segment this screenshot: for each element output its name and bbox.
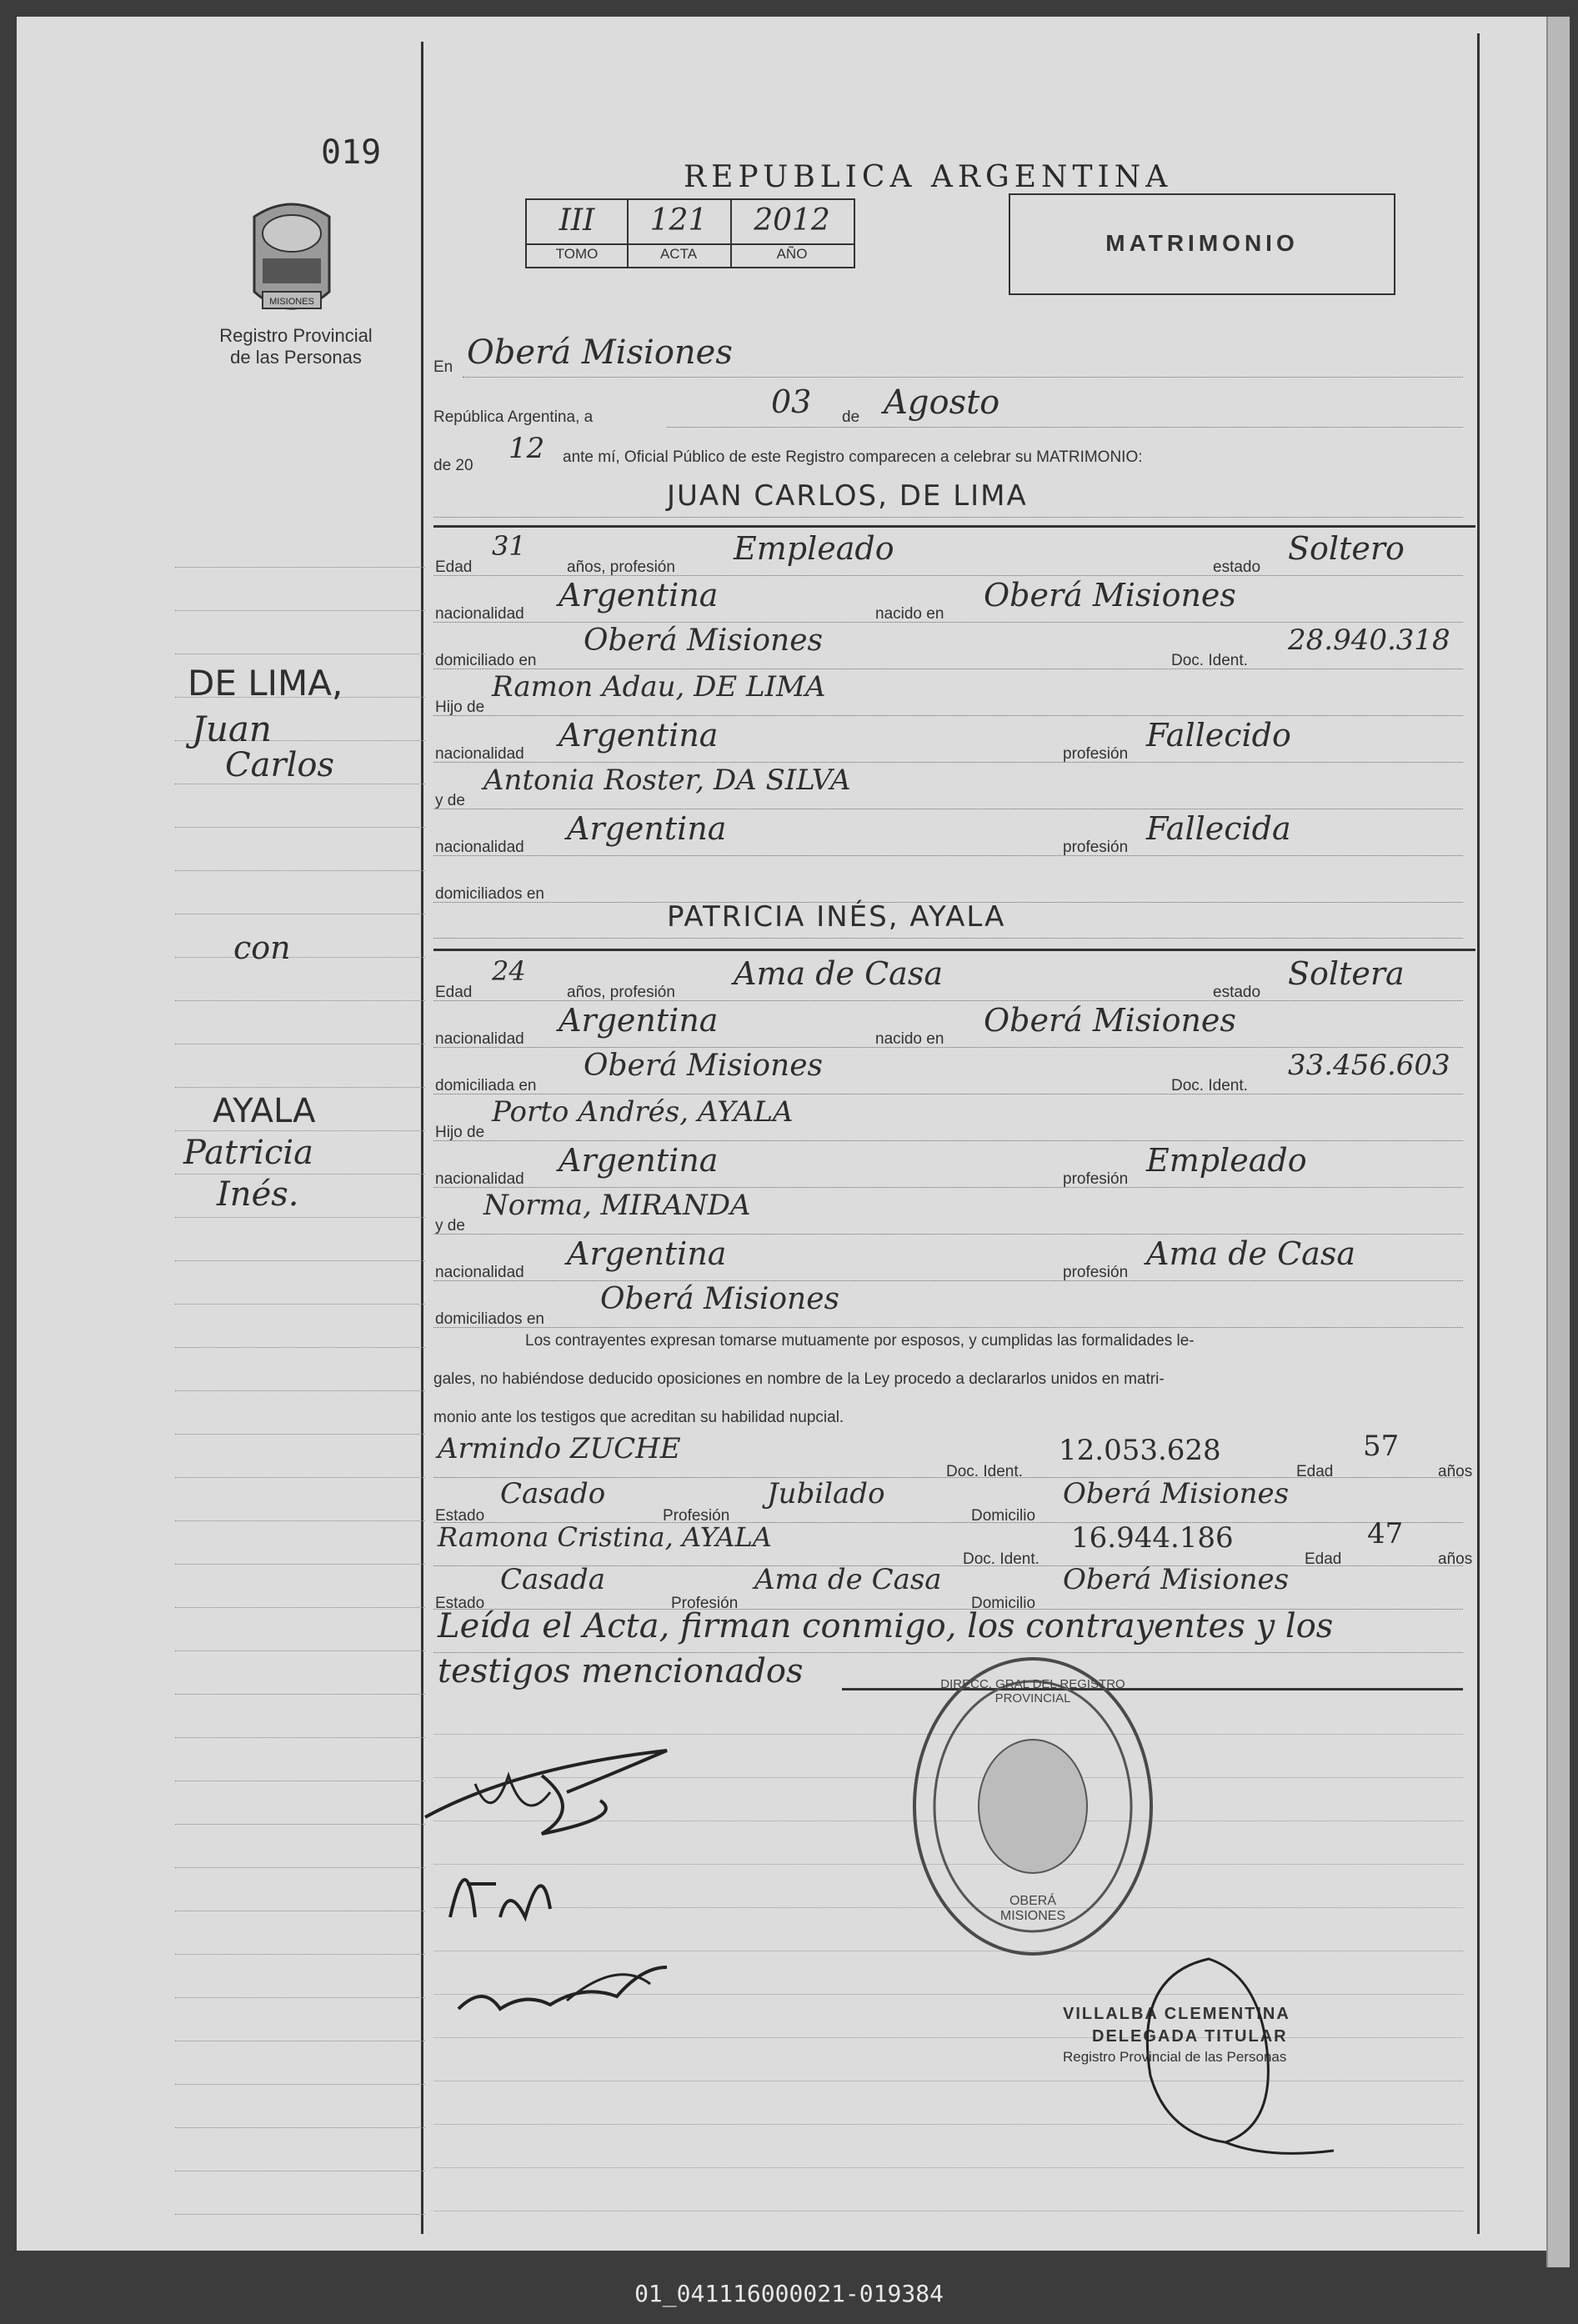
declaration-line3: monio ante los testigos que acreditan su habilidad nupcial. xyxy=(433,1409,844,1426)
act-type-box xyxy=(1009,193,1395,295)
groom-nacido-label: nacido en xyxy=(875,605,944,623)
bride-yde-label: y de xyxy=(435,1217,465,1235)
seal-text: MISIONES xyxy=(269,297,314,307)
acta-label: ACTA xyxy=(659,246,698,262)
witness2-doc: 16.944.186 xyxy=(1071,1521,1234,1555)
bride-father-prof-label: profesión xyxy=(1063,1170,1129,1188)
witness2-age: 47 xyxy=(1367,1517,1404,1550)
groom-domiciliados-label: domiciliados en xyxy=(435,885,544,903)
groom-status: Soltero xyxy=(1288,530,1405,567)
bride-mother-nationality: Argentina xyxy=(567,1235,727,1272)
bride-nacido-label: nacido en xyxy=(875,1030,944,1048)
volume-box xyxy=(525,198,855,268)
intro-month: Agosto xyxy=(884,383,1000,422)
groom-mother-nationality: Argentina xyxy=(567,810,727,847)
groom-mother: Antonia Roster, DA SILVA xyxy=(483,764,851,797)
bride-estado-label: estado xyxy=(1213,984,1261,1001)
margin-bride-surname: AYALA xyxy=(213,1092,316,1130)
bride-father-profession: Empleado xyxy=(1146,1142,1307,1179)
bride-birthplace: Oberá Misiones xyxy=(984,1002,1236,1039)
de20-label: de 20 xyxy=(433,457,473,474)
registry-emblem-icon xyxy=(238,192,346,333)
groom-nac-label: nacionalidad xyxy=(435,605,524,623)
witness2-doc-label: Doc. Ident. xyxy=(963,1550,1039,1568)
witness1-age: 57 xyxy=(1363,1430,1400,1463)
groom-father: Ramon Adau, DE LIMA xyxy=(492,670,826,704)
tomo-value: III xyxy=(559,203,595,238)
bride-domicile: Oberá Misiones xyxy=(584,1049,823,1083)
anio-label: AÑO xyxy=(776,246,808,262)
bride-mother-profession: Ama de Casa xyxy=(1146,1235,1355,1272)
groom-doc-label: Doc. Ident. xyxy=(1171,652,1248,669)
bride-name: PATRICIA INÉS, AYALA xyxy=(667,900,1006,934)
witness1-estado-label: Estado xyxy=(435,1507,485,1525)
official-signature xyxy=(1117,1942,1342,2167)
bride-status: Soltera xyxy=(1288,955,1405,992)
acta-value: 121 xyxy=(649,203,708,238)
official-stamp-line3: Registro Provincial de las Personas xyxy=(1063,2049,1287,2065)
witness2-dom-label: Domicilio xyxy=(971,1595,1036,1612)
groom-father-prof-label: profesión xyxy=(1063,745,1129,763)
witness1-prof-label: Profesión xyxy=(663,1507,730,1525)
bride-mother-nac-label: nacionalidad xyxy=(435,1264,524,1281)
ante-text: ante mí, Oficial Público de este Registro comparecen a celebrar su MATRIMONIO: xyxy=(563,448,1143,466)
intro-place: Oberá Misiones xyxy=(467,333,733,372)
witness1-doc-label: Doc. Ident. xyxy=(946,1463,1023,1480)
margin-con: con xyxy=(233,929,291,966)
witness1-status: Casado xyxy=(500,1477,606,1510)
bride-father: Porto Andrés, AYALA xyxy=(492,1095,794,1129)
bride-father-nac-label: nacionalidad xyxy=(435,1170,524,1188)
witness1-edad-label: Edad xyxy=(1296,1463,1334,1480)
witness2-name: Ramona Cristina, AYALA xyxy=(438,1521,772,1553)
republic-label: República Argentina, a xyxy=(433,408,594,426)
closing-line1: Leída el Acta, firman conmigo, los contrayentes y los xyxy=(438,1607,1334,1645)
groom-birthplace: Oberá Misiones xyxy=(984,577,1236,614)
bride-anios-label: años, profesión xyxy=(567,984,675,1001)
official-stamp-line1: VILLALBA CLEMENTINA xyxy=(1063,2005,1290,2023)
act-type: MATRIMONIO xyxy=(1105,230,1299,256)
intro-day: 03 xyxy=(771,383,812,420)
declaration-line1: Los contrayentes expresan tomarse mutuamente por esposos, y cumplidas las formalidades le- xyxy=(525,1332,1195,1350)
witness2-prof-label: Profesión xyxy=(671,1595,739,1612)
book-edge xyxy=(1546,17,1570,2267)
groom-age: 31 xyxy=(492,530,526,562)
en-label: En xyxy=(433,358,453,376)
margin-bride-given1: Patricia xyxy=(183,1134,313,1172)
witness2-anios-label: años xyxy=(1438,1550,1473,1568)
groom-anios-label: años, profesión xyxy=(567,558,675,576)
tomo-label: TOMO xyxy=(555,246,599,262)
declaration-line2: gales, no habiéndose deducido oposiciones en nombre de la Ley procedo a declararlos unidos en matri- xyxy=(433,1370,1165,1388)
witness1-anios-label: años xyxy=(1438,1463,1473,1480)
bride-nationality: Argentina xyxy=(559,1002,719,1039)
round-registry-stamp xyxy=(913,1657,1153,1956)
sheet-number: 019 xyxy=(321,133,382,172)
margin-groom-given2: Carlos xyxy=(225,746,334,784)
margin-groom-given1: Juan xyxy=(192,709,272,749)
witness2-status: Casada xyxy=(500,1563,606,1596)
bride-profession: Ama de Casa xyxy=(734,955,943,992)
anio-value: 2012 xyxy=(754,203,830,238)
document-page xyxy=(17,17,1559,2251)
witness2-estado-label: Estado xyxy=(435,1595,485,1612)
signatures xyxy=(417,1717,792,2067)
margin-bride-given2: Inés. xyxy=(217,1175,299,1214)
groom-edad-label: Edad xyxy=(435,558,473,576)
groom-father-nationality: Argentina xyxy=(559,717,719,754)
registry-name: Registro Provincial de las Personas xyxy=(219,325,373,368)
bride-parents-domicile: Oberá Misiones xyxy=(600,1282,839,1316)
groom-mother-nac-label: nacionalidad xyxy=(435,839,524,856)
bride-domiciliados-label: domiciliados en xyxy=(435,1310,544,1328)
groom-domicile: Oberá Misiones xyxy=(584,624,823,658)
bride-mother: Norma, MIRANDA xyxy=(483,1189,751,1222)
witness1-domicile: Oberá Misiones xyxy=(1063,1477,1290,1510)
closing-line2: testigos mencionados xyxy=(438,1652,804,1690)
groom-estado-label: estado xyxy=(1213,558,1261,576)
bride-doc: 33.456.603 xyxy=(1288,1049,1450,1082)
groom-doc: 28.940.318 xyxy=(1288,624,1450,657)
round-stamp-text: DIRECC. GRAL DEL REGISTRO PROVINCIAL xyxy=(940,1677,1125,1705)
groom-mother-profession: Fallecida xyxy=(1146,810,1291,847)
witness1-doc: 12.053.628 xyxy=(1059,1434,1221,1467)
official-stamp-line2: DELEGADA TITULAR xyxy=(1092,2027,1288,2046)
footer-caption: 01_041116000021-019384 xyxy=(634,2280,944,2307)
witness1-profession: Jubilado xyxy=(767,1477,885,1510)
round-stamp-center: OBERÁ MISIONES xyxy=(999,1894,1066,1923)
bride-age: 24 xyxy=(492,955,526,987)
bride-edad-label: Edad xyxy=(435,984,473,1001)
groom-hijo-label: Hijo de xyxy=(435,699,485,716)
groom-name: JUAN CARLOS, DE LIMA xyxy=(667,479,1028,513)
witness1-dom-label: Domicilio xyxy=(971,1507,1036,1525)
right-border xyxy=(1477,33,1480,2234)
groom-profession: Empleado xyxy=(734,530,894,567)
bride-father-nationality: Argentina xyxy=(559,1142,719,1179)
groom-yde-label: y de xyxy=(435,792,465,809)
witness2-profession: Ama de Casa xyxy=(754,1563,942,1596)
bride-mother-prof-label: profesión xyxy=(1063,1264,1129,1281)
witness2-domicile: Oberá Misiones xyxy=(1063,1563,1290,1596)
intro-year-suffix: 12 xyxy=(508,432,545,465)
margin-groom-surname: DE LIMA, xyxy=(188,663,343,704)
groom-father-nac-label: nacionalidad xyxy=(435,745,524,763)
witness2-edad-label: Edad xyxy=(1305,1550,1342,1568)
bride-nac-label: nacionalidad xyxy=(435,1030,524,1048)
country-title: REPUBLICA ARGENTINA xyxy=(684,160,1173,194)
bride-doc-label: Doc. Ident. xyxy=(1171,1077,1248,1094)
de-label: de xyxy=(842,408,860,426)
witness1-name: Armindo ZUCHE xyxy=(438,1432,681,1465)
groom-father-profession: Fallecido xyxy=(1146,717,1291,754)
groom-dom-label: domiciliado en xyxy=(435,652,537,669)
bride-dom-label: domiciliada en xyxy=(435,1077,537,1094)
groom-mother-prof-label: profesión xyxy=(1063,839,1129,856)
bride-hijo-label: Hijo de xyxy=(435,1124,485,1141)
groom-nationality: Argentina xyxy=(559,577,719,614)
